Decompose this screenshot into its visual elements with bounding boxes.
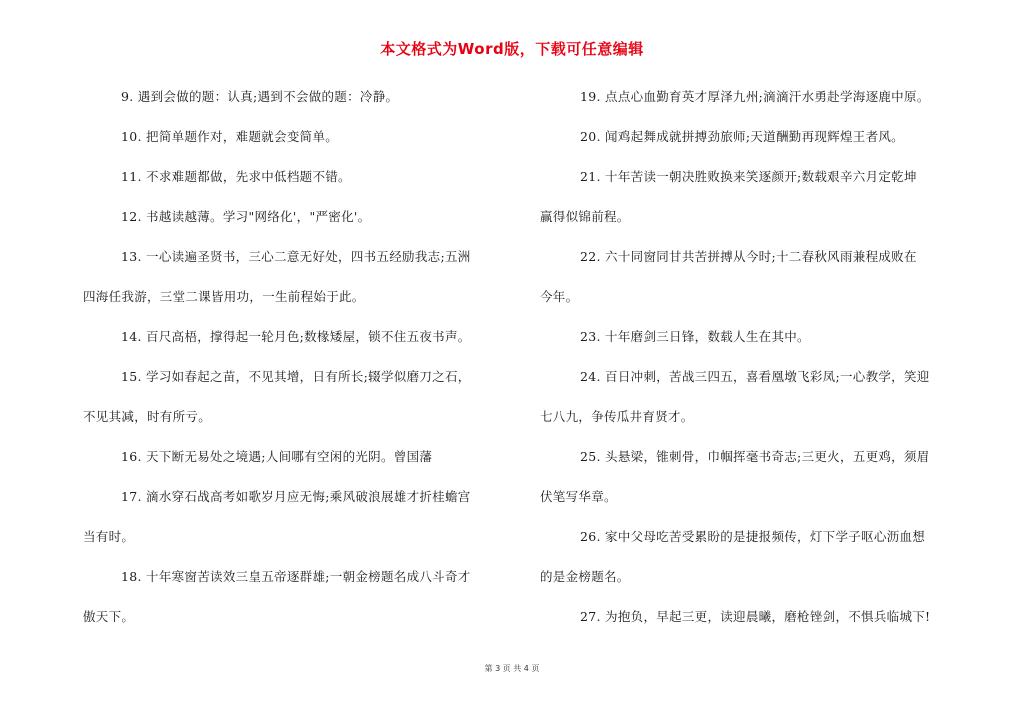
text-line: 伏笔写华章。 [540, 489, 617, 504]
text-line: 16. 天下断无易处之境遇;人间哪有空闲的光阴。曾国藩 [121, 449, 433, 464]
text-line: 12. 书越读越薄。学习"网络化'，"严密化'。 [121, 209, 371, 224]
text-line: 傲天下。 [83, 609, 135, 624]
text-line: 的是金榜题名。 [540, 569, 630, 584]
page-number: 第 3 页 共 4 页 [484, 664, 540, 673]
text-line: 20. 闻鸡起舞成就拼搏劲旅师;天道酬勤再现辉煌王者风。 [580, 129, 904, 144]
text-line: 18. 十年寒窗苦读效三皇五帝逐群雄;一朝金榜题名成八斗奇才 [121, 569, 471, 584]
text-line: 今年。 [540, 289, 579, 304]
page-header-title: 本文格式为Word版，下载可任意编辑 [380, 40, 644, 58]
text-line: 11. 不求难题都做，先求中低档题不错。 [121, 169, 351, 184]
text-line: 当有时。 [83, 529, 135, 544]
text-line: 23. 十年磨剑三日锋，数载人生在其中。 [580, 329, 810, 344]
text-line: 26. 家中父母吃苦受累盼的是捷报频传，灯下学子呕心沥血想 [580, 529, 926, 544]
text-line: 9. 遇到会做的题：认真;遇到不会做的题：冷静。 [121, 89, 399, 104]
text-line: 24. 百日冲刺，苦战三四五，喜看凰墩飞彩凤;一心教学，笑迎 [580, 369, 930, 384]
text-line: 25. 头悬梁，锥刺骨，巾帼挥毫书奇志;三更火，五更鸡，须眉 [580, 449, 930, 464]
text-line: 10. 把简单题作对，难题就会变简单。 [121, 129, 339, 144]
text-line: 13. 一心读遍圣贤书，三心二意无好处，四书五经励我志;五洲 [121, 249, 471, 264]
text-line: 七八九，争传瓜井育贤才。 [540, 409, 694, 424]
text-line: 27. 为抱负，早起三更，读迎晨曦，磨枪锉剑，不惧兵临城下! [580, 609, 931, 624]
text-line: 赢得似锦前程。 [540, 209, 630, 224]
text-line: 21. 十年苦读一朝决胜败换来笑逐颜开;数载艰辛六月定乾坤 [580, 169, 917, 184]
text-line: 17. 滴水穿石战高考如歌岁月应无悔;乘风破浪展雄才折桂蟾宫 [121, 489, 471, 504]
text-line: 四海任我游，三堂二课皆用功，一生前程始于此。 [83, 289, 365, 304]
text-line: 14. 百尺高梧，撑得起一轮月色;数椽矮屋，锁不住五夜书声。 [121, 329, 471, 344]
text-line: 19. 点点心血勤育英才厚泽九州;滴滴汗水勇赴学海逐鹿中原。 [580, 89, 930, 104]
text-line: 22. 六十同窗同甘共苦拼搏从今时;十二春秋风雨兼程成败在 [580, 249, 917, 264]
text-line: 15. 学习如春起之苗，不见其增，日有所长;辍学似磨刀之石， [121, 369, 471, 384]
text-line: 不见其减，时有所亏。 [83, 409, 212, 424]
